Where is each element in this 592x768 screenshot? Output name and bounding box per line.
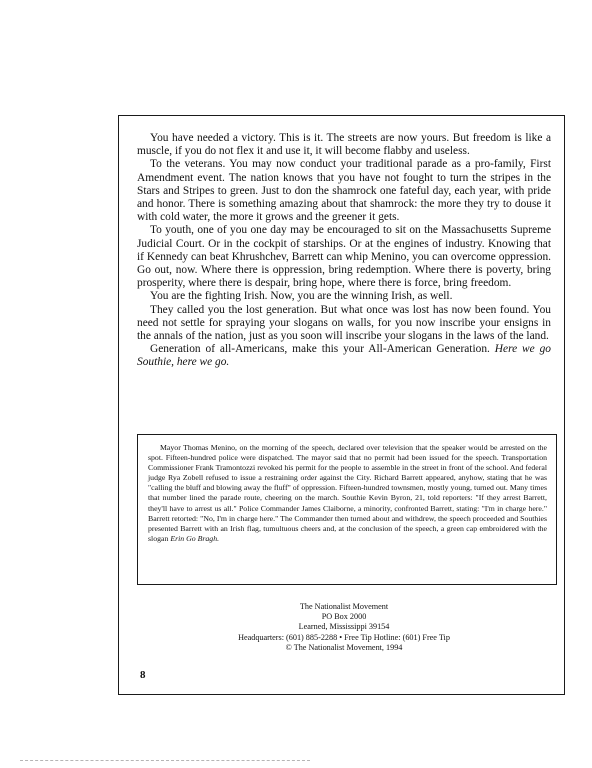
footer-contacts: Headquarters: (601) 885-2288 • Free Tip Hotline: (601) Free Tip bbox=[238, 632, 450, 642]
page-number: 8 bbox=[140, 669, 146, 681]
closing-slogan: Here we go Southie, here we go. bbox=[137, 343, 551, 369]
footer-po-box: PO Box 2000 bbox=[321, 612, 367, 622]
publisher-footer bbox=[137, 602, 551, 653]
editorial-note bbox=[148, 443, 547, 544]
paragraph-closing bbox=[137, 343, 551, 369]
paragraph-lost-generation: They called you the lost generation. But what once was lost has now been found. You need not settle for spraying your slogans on walls, for you now inscribe your ensigns in the annals of the nation, just as you soon will inscribe your slogans in the laws of the land. bbox=[137, 303, 551, 343]
footer-copyright: © The Nationalist Movement, 1994 bbox=[285, 642, 403, 652]
note-text: Mayor Thomas Menino, on the morning of the speech, declared over television that the speaker would be arrested on the spot. Fifteen-hundred police were dispatched. The mayor said that no permit had been issued for the speech. Transportation Commissioner Frank Tramontozzi revoked his permit for the people to assemble in the street in front of the school. And federal judge Rya Zobell refused to issue a restraining order against the City. Richard Barrett appeared, anyhow, stating that he was "calling the bluff and blowing away the fluff" of oppression. Fifteen-hundred townsmen, mostly young, turned out. Many times that number lined the parade route, cheering on the march. Southie Kevin Byron, 21, told reporters: "If they arrest Barrett, they'll have to arrest us all." Police Commander James Claiborne, a minority, confronted Barrett, stating: "I'm in charge here." Barrett retorted: "No, I'm in charge here." The Commander then turned about and withdrew, the speech proceeded and Southies presented Barrett with an Irish flag, tumultuous cheers and, at the conclusion of the speech, a green cap embroidered with the slogan bbox=[148, 443, 547, 543]
paragraph-veterans: To the veterans. You may now conduct your traditional parade as a pro-family, First Amendment event. The nation knows that you have not fought to turn the stripes in the Stars and Stripes to green. Just to don the shamrock one fateful day, each year, with pride and honor. There is something amazing about that shamrock: the more they try to douse it with cold water, the more it grows and the greener it gets. bbox=[137, 158, 551, 224]
note-slogan: Erin Go Bragh. bbox=[170, 533, 220, 543]
footer-org: The Nationalist Movement bbox=[299, 602, 389, 611]
speech-body bbox=[137, 132, 551, 370]
paragraph-victory: You have needed a victory. This is it. The streets are now yours. But freedom is like a muscle, if you do not flex it and use it, it will become flabby and useless. bbox=[137, 132, 551, 158]
editorial-note-box bbox=[137, 434, 557, 585]
paragraph-youth: To youth, one of you one day may be encouraged to sit on the Massachusetts Supreme Judicial Court. Or in the cockpit of starships. Or at the engines of industry. Knowing that if Kennedy can beat Khrushchev, Barrett can whip Menino, you can overcome oppression. Go out, now. Where there is oppression, bring redemption. Where there is poverty, bring prosperity, where there is despair, bring hope, where there is force, bring freedom. bbox=[137, 224, 551, 290]
scan-artifact-line bbox=[20, 760, 310, 761]
paragraph-fighting-irish: You are the fighting Irish. Now, you are the winning Irish, as well. bbox=[150, 290, 453, 303]
closing-text: Generation of all-Americans, make this your All-American Generation. bbox=[150, 343, 490, 356]
footer-city: Learned, Mississippi 39154 bbox=[298, 622, 390, 632]
